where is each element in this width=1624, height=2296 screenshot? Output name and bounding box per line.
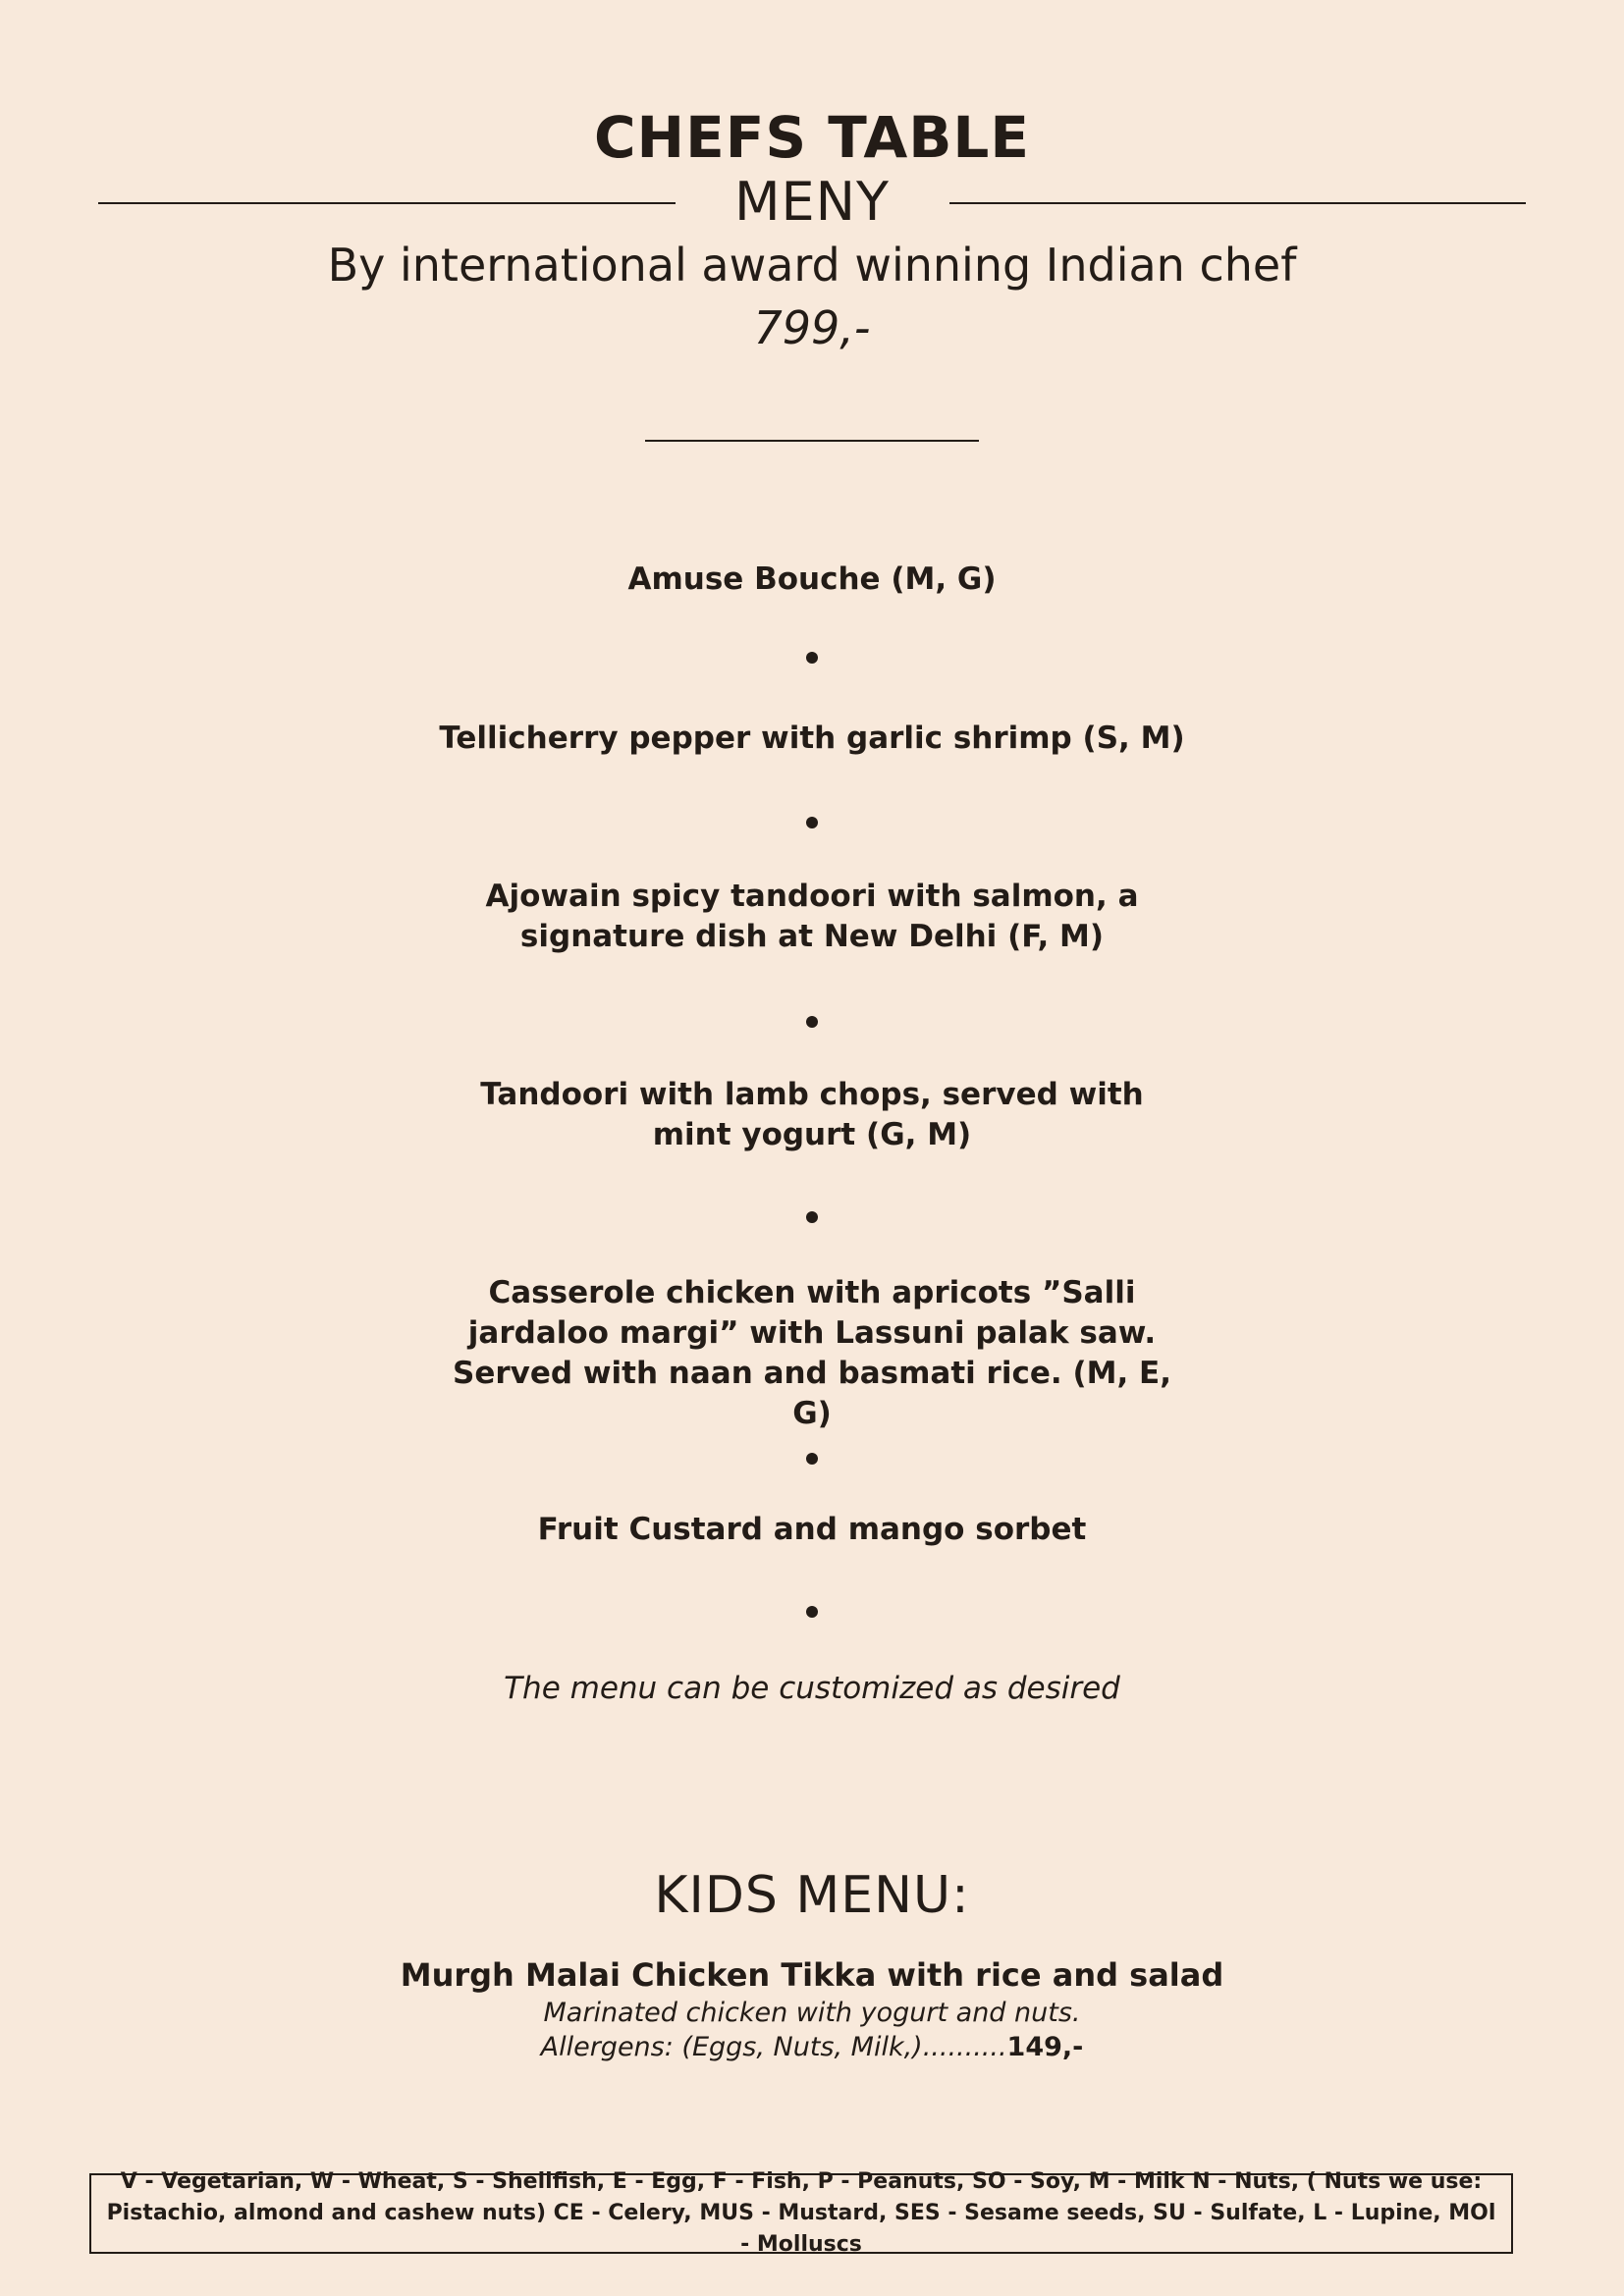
course-separator-dot: [806, 1211, 818, 1223]
course-6: [0, 1510, 1624, 1550]
course-2-text: Tellicherry pepper with garlic shrimp (S, M): [439, 721, 1185, 756]
allergen-legend: V - Vegetarian, W - Wheat, S - Shellfish, E - Egg, F - Fish, P - Peanuts, SO - Soy, M - Milk N - Nuts, ( Nuts we use: Pistachio, almond and cashew nuts) CE - Celery, MUS - Mustard, SES - Sesame seeds, SU - Sulfate, L - Lupine, MOl - Molluscs: [106, 2169, 1496, 2257]
kids-dish-allergens: Allergens: (Eggs, Nuts, Milk,)..........: [540, 2032, 1007, 2062]
course-1: [0, 560, 1624, 600]
kids-dish-price: 149,-: [1006, 2032, 1084, 2062]
kids-dish-name: Murgh Malai Chicken Tikka with rice and salad: [400, 1956, 1224, 1994]
course-2: [0, 719, 1624, 759]
course-5-text: Casserole chicken with apricots ”Salli jardaloo margi” with Lassuni palak saw. Served with naan and basmati rice. (M, E, G): [453, 1275, 1171, 1431]
kids-dish-allergens-line: [0, 2030, 1624, 2065]
course-4: [0, 1075, 1624, 1155]
course-3: [0, 877, 1624, 957]
course-separator-dot: [806, 1453, 818, 1465]
header-divider: [645, 440, 979, 442]
course-6-text: Fruit Custard and mango sorbet: [537, 1512, 1087, 1547]
course-separator-dot: [806, 1606, 818, 1618]
course-5: [0, 1273, 1624, 1434]
course-3-text: Ajowain spicy tandoori with salmon, a signature dish at New Delhi (F, M): [485, 879, 1139, 954]
course-separator-dot: [806, 1016, 818, 1028]
course-separator-dot: [806, 652, 818, 664]
course-1-text: Amuse Bouche (M, G): [627, 561, 997, 597]
menu-price: 799,-: [753, 301, 871, 354]
menu-title: CHEFS TABLE: [593, 104, 1031, 171]
course-4-text: Tandoori with lamb chops, served with mint yogurt (G, M): [480, 1077, 1144, 1152]
customization-note: The menu can be customized as desired: [504, 1671, 1120, 1706]
menu-subtitle: MENY: [733, 171, 891, 233]
allergen-legend-box: [89, 2169, 1513, 2257]
menu-tagline: By international award winning Indian chef: [327, 239, 1297, 292]
kids-dish-description: Marinated chicken with yogurt and nuts.: [543, 1998, 1081, 2028]
kids-menu-heading: KIDS MENU:: [654, 1866, 970, 1925]
course-separator-dot: [806, 817, 818, 828]
